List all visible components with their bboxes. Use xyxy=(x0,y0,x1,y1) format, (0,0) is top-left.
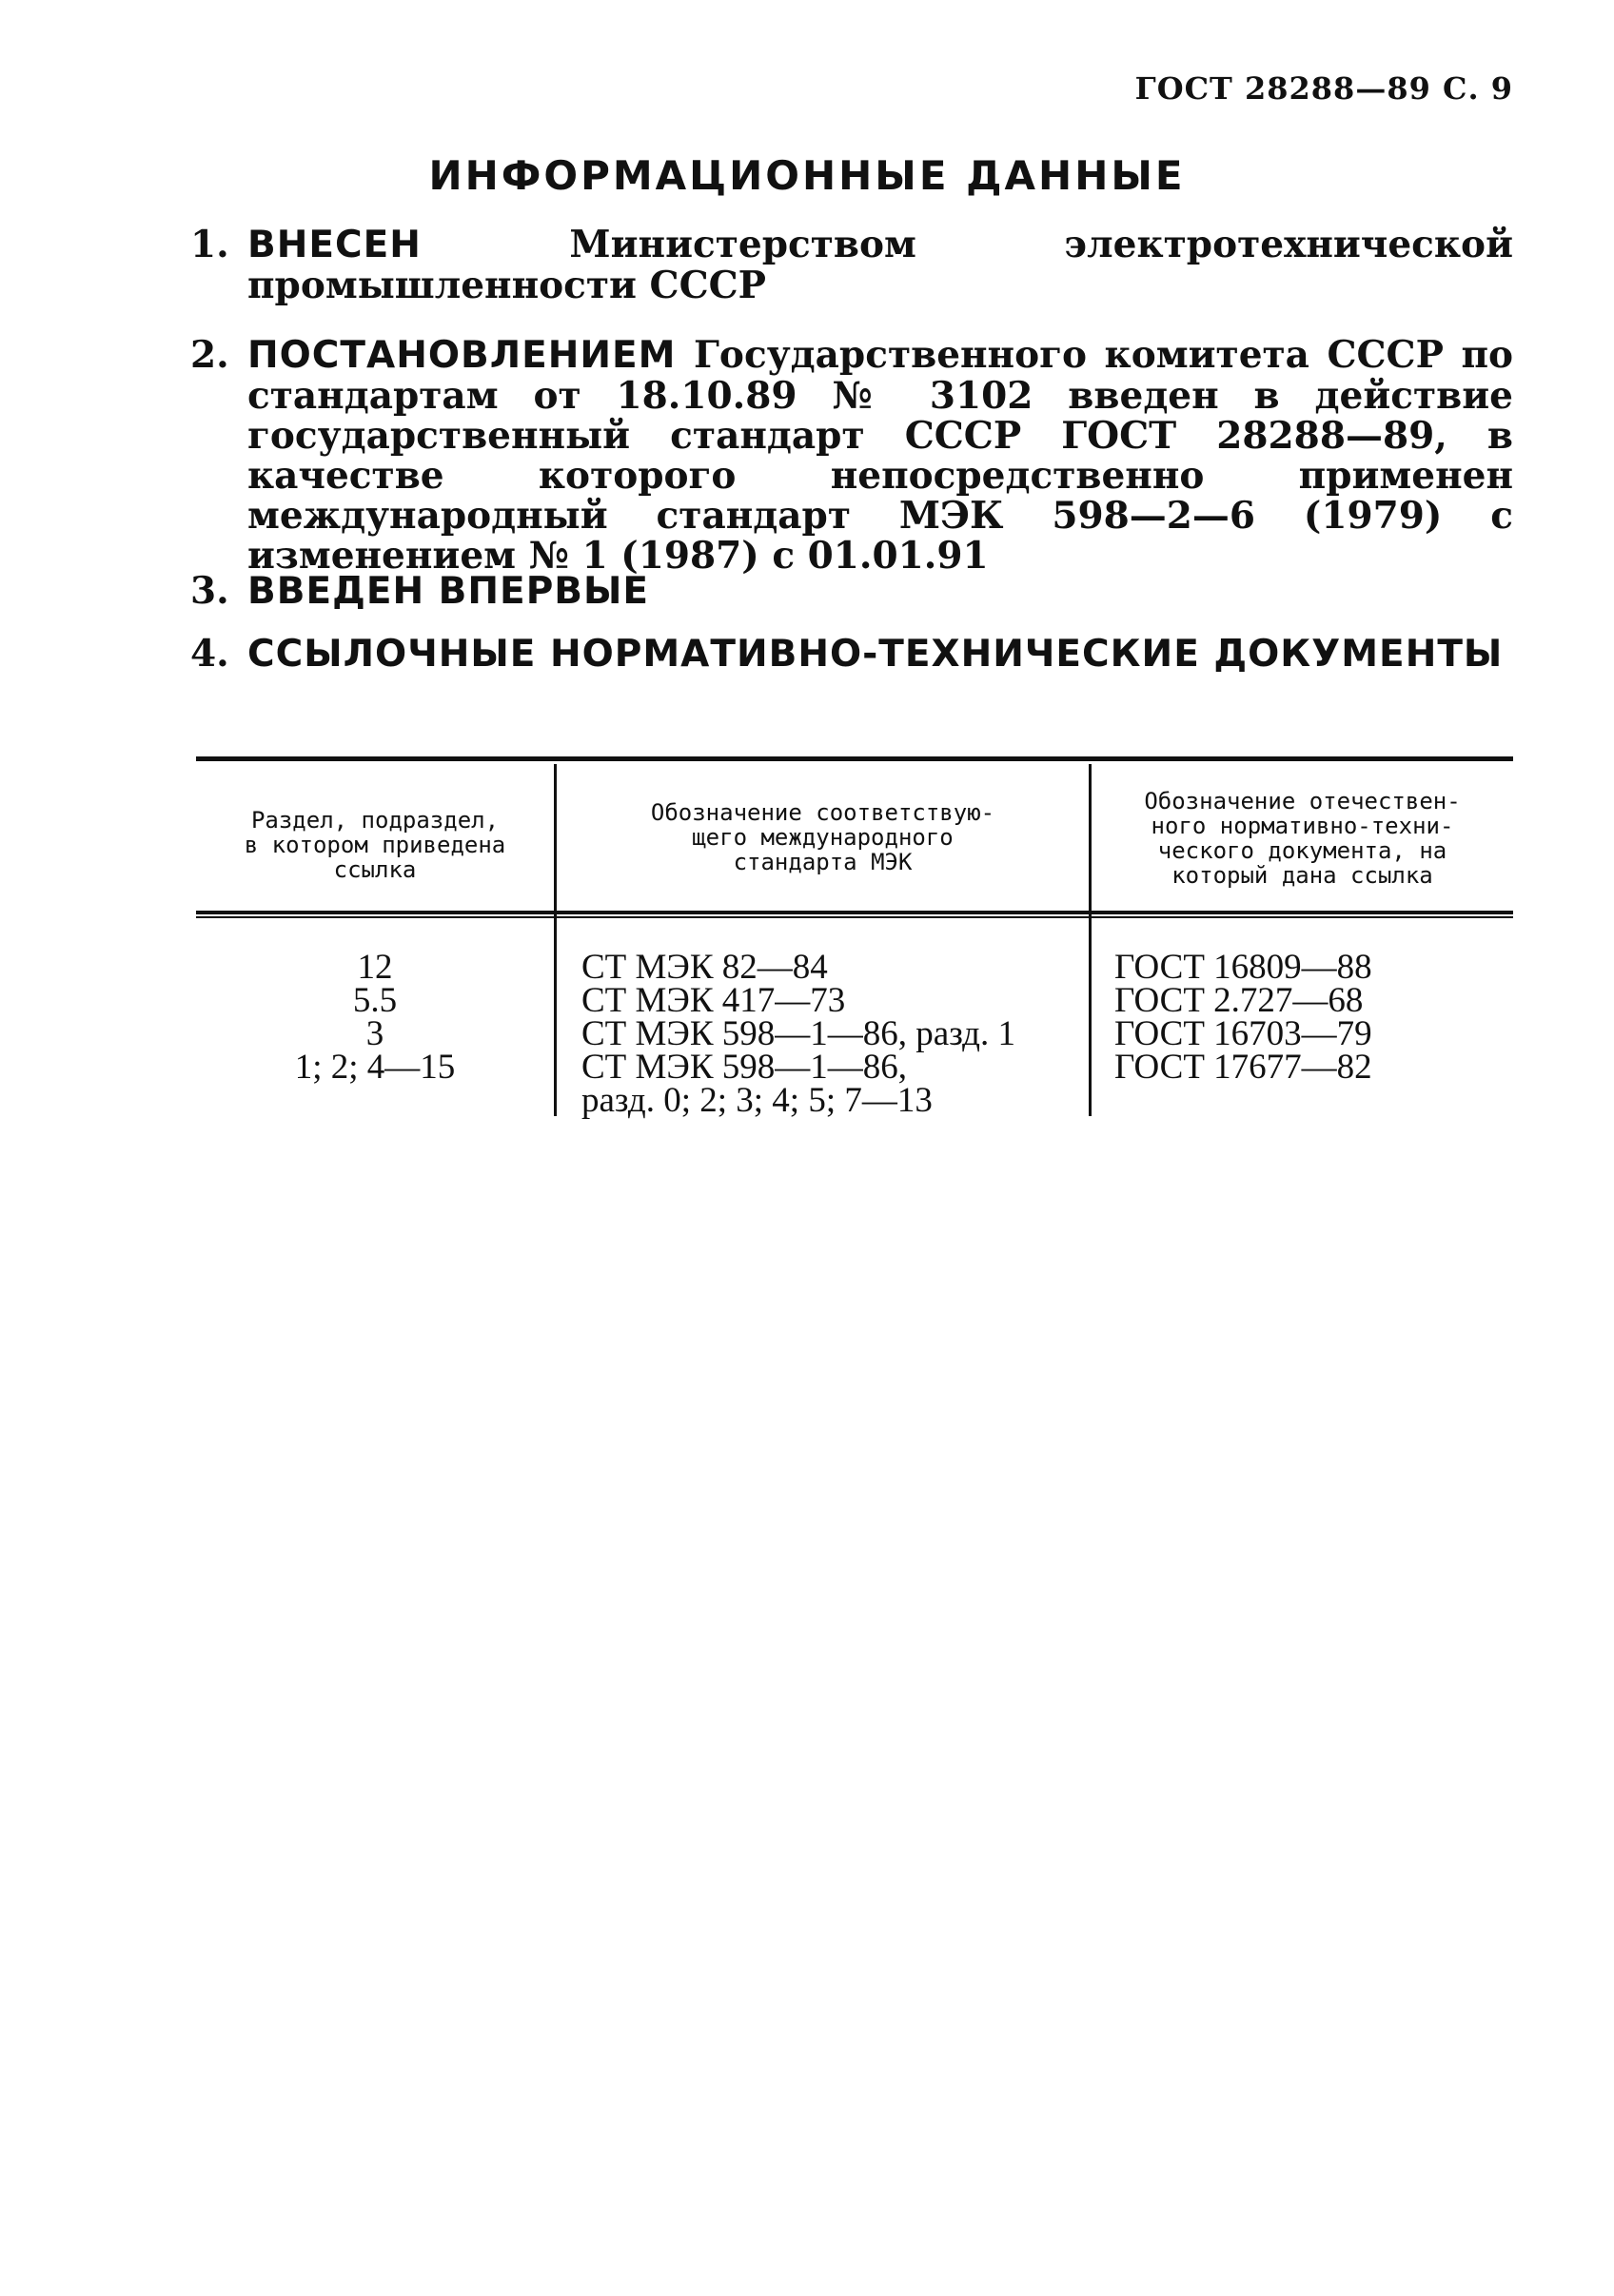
column-header-iec-standard: Обозначение соответствую- щего международного стандарта МЭК xyxy=(650,799,995,875)
item-number: 3. xyxy=(190,569,229,613)
item-number: 4. xyxy=(190,632,229,676)
info-item-1 xyxy=(190,225,1513,305)
table-column-iec xyxy=(581,948,1086,1120)
table-cell: ГОСТ 17677—82 xyxy=(1114,1048,1372,1087)
column-header-section: Раздел, подраздел, в котором приведена ссылка xyxy=(244,807,506,883)
table-cell: ГОСТ 16703—79 xyxy=(1114,1014,1372,1053)
info-item-2 xyxy=(190,335,1513,576)
item-body xyxy=(247,335,1513,576)
item-text: Министерством электротехнической промышленности СССР xyxy=(247,223,1513,307)
item-lead: ВВЕДЕН ВПЕРВЫЕ xyxy=(247,570,650,613)
page-title: ИНФОРМАЦИОННЫЕ ДАННЫЕ xyxy=(428,152,1186,199)
item-lead: ССЫЛОЧНЫЕ НОРМАТИВНО-ТЕХНИЧЕСКИЕ ДОКУМЕНТЫ xyxy=(247,633,1504,676)
item-lead: ПОСТАНОВЛЕНИЕМ xyxy=(247,334,677,377)
table-header-rule xyxy=(196,911,1513,914)
item-body xyxy=(247,634,1513,675)
item-lead: ВНЕСЕН xyxy=(247,224,422,266)
table-cell: ГОСТ 2.727—68 xyxy=(1114,981,1364,1020)
table-cell: разд. 0; 2; 3; 4; 5; 7—13 xyxy=(581,1081,933,1120)
table-header-rule-thin xyxy=(196,916,1513,918)
table-cell: СТ МЭК 82—84 xyxy=(581,948,828,987)
table-cell: 12 xyxy=(357,948,393,987)
item-number: 2. xyxy=(190,333,229,377)
references-table xyxy=(196,756,1513,1123)
table-cell: СТ МЭК 598—1—86, разд. 1 xyxy=(581,1014,1015,1053)
info-item-4 xyxy=(190,634,1513,675)
table-top-rule xyxy=(196,756,1513,761)
table-cell: 1; 2; 4—15 xyxy=(294,1048,456,1087)
table-cell: СТ МЭК 417—73 xyxy=(581,981,846,1020)
info-item-3 xyxy=(190,571,1513,612)
table-column-sections xyxy=(196,948,554,1087)
column-header-national-document: Обозначение отечествен- ного нормативно-техни- ческого документа, на который дана ссылка xyxy=(1144,788,1461,889)
item-body xyxy=(247,571,1513,612)
item-text: Государственного комитета СССР по стандартам от 18.10.89 № 3102 введен в действие государственный стандарт СССР ГОСТ 28288—89, в качестве которого непосредственно применен международный стандарт МЭК 598—2—6 (1979) с изменением № 1 (1987) с 01.01.91 xyxy=(247,333,1513,578)
document-code: ГОСТ 28288—89 С. 9 xyxy=(1134,70,1513,107)
table-column-gost xyxy=(1114,948,1509,1087)
table-cell: ГОСТ 16809—88 xyxy=(1114,948,1372,987)
item-number: 1. xyxy=(190,223,229,266)
table-cell: 3 xyxy=(365,1014,384,1053)
table-cell: 5.5 xyxy=(352,981,398,1020)
table-cell: СТ МЭК 598—1—86, xyxy=(581,1048,908,1087)
item-body xyxy=(247,225,1513,305)
